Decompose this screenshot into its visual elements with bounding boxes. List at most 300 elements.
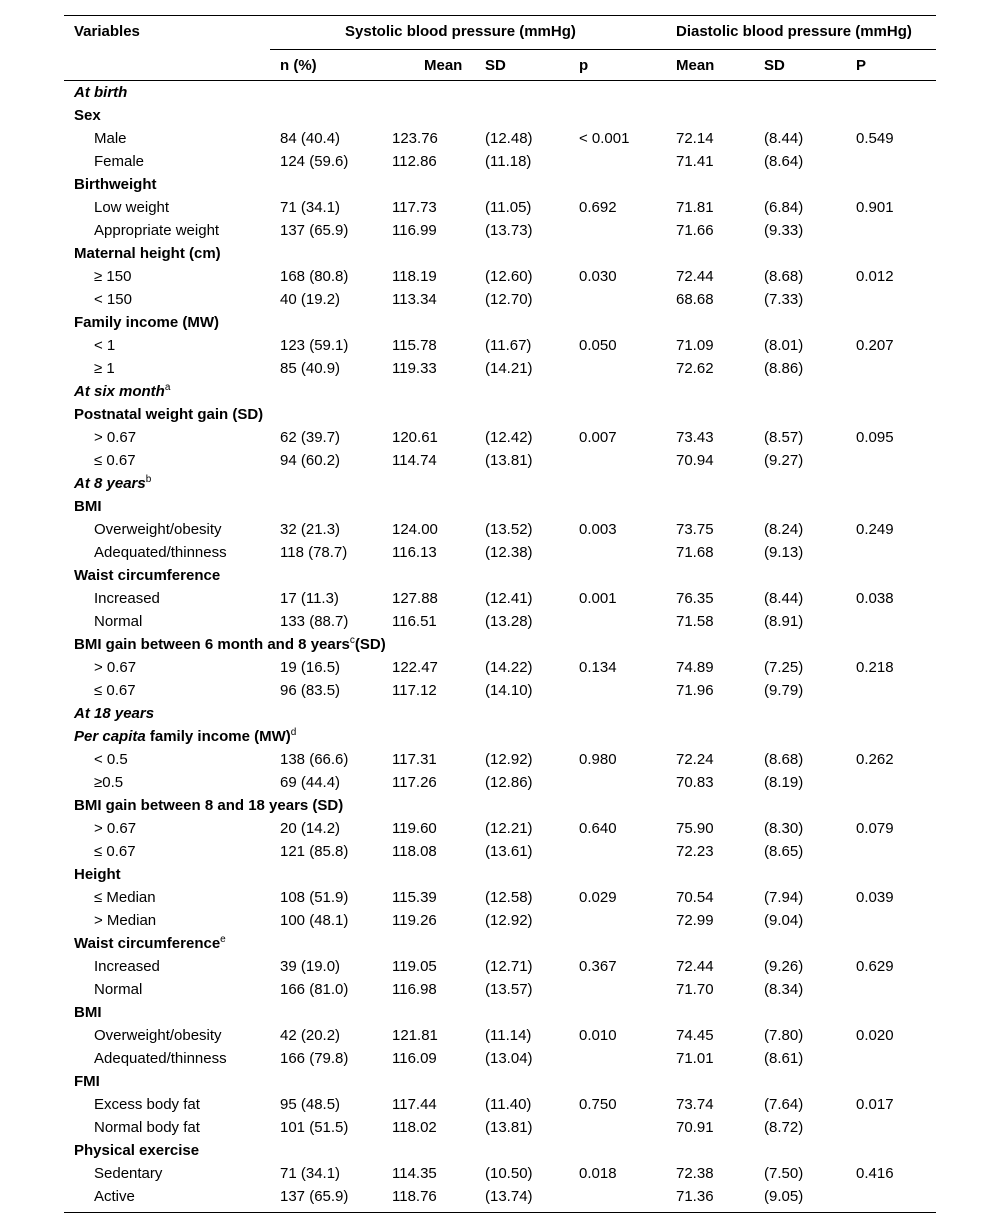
label-text: > 0.67: [94, 659, 137, 676]
label-text: ≥ 150: [94, 268, 132, 285]
cell-diastolic-mean: 71.01: [676, 1050, 714, 1067]
row-label: [94, 886, 156, 909]
cell-systolic-mean: 113.34: [392, 291, 437, 308]
cell-n-pct: 137 (65.9): [280, 222, 349, 239]
cell-n-pct: 101 (51.5): [280, 1119, 349, 1136]
cell-diastolic-sd: (9.79): [764, 682, 804, 699]
cell-systolic-mean: 119.60: [392, 820, 437, 837]
cell-diastolic-sd: (8.34): [764, 981, 804, 998]
cell-systolic-sd: (11.05): [485, 199, 532, 216]
cell-diastolic-mean: 72.99: [676, 912, 714, 929]
col-header-systolic-sd: SD: [485, 57, 506, 74]
cell-systolic-p: 0.750: [579, 1096, 617, 1113]
label-text: family income (MW): [145, 728, 291, 745]
cell-diastolic-sd: (8.68): [764, 751, 804, 768]
cell-systolic-p: < 0.001: [579, 130, 630, 147]
cell-diastolic-sd: (6.84): [764, 199, 804, 216]
cell-n-pct: 168 (80.8): [280, 268, 349, 285]
label-text: At 8 years: [74, 475, 146, 492]
cell-systolic-p: 0.001: [579, 590, 617, 607]
cell-systolic-mean: 117.26: [392, 774, 437, 791]
table-row: [64, 656, 936, 679]
cell-diastolic-p: 0.249: [856, 521, 894, 538]
cell-n-pct: 166 (81.0): [280, 981, 349, 998]
cell-diastolic-mean: 72.38: [676, 1165, 714, 1182]
cell-diastolic-p: 0.038: [856, 590, 894, 607]
cell-systolic-sd: (12.86): [485, 774, 533, 791]
cell-systolic-p: 0.018: [579, 1165, 617, 1182]
table-row: [64, 886, 936, 909]
cell-diastolic-sd: (8.44): [764, 130, 804, 147]
row-label: [94, 426, 136, 449]
cell-n-pct: 138 (66.6): [280, 751, 349, 768]
cell-systolic-sd: (13.81): [485, 1119, 533, 1136]
cell-systolic-p: 0.980: [579, 751, 617, 768]
cell-diastolic-mean: 70.83: [676, 774, 714, 791]
cell-systolic-p: 0.692: [579, 199, 617, 216]
label-text: ≤ Median: [94, 889, 156, 906]
cell-diastolic-sd: (9.26): [764, 958, 804, 975]
label-text: Physical exercise: [74, 1142, 200, 1159]
cell-systolic-mean: 121.81: [392, 1027, 438, 1044]
cell-n-pct: 71 (34.1): [280, 199, 341, 216]
section-label: [74, 81, 127, 104]
table-row: [64, 679, 936, 702]
group-label: [74, 633, 386, 656]
label-tail: (SD): [354, 636, 386, 653]
table-row: [64, 518, 936, 541]
cell-diastolic-sd: (7.80): [764, 1027, 804, 1044]
cell-diastolic-mean: 74.89: [676, 659, 714, 676]
label-italic: Per capita: [74, 728, 146, 745]
cell-diastolic-mean: 70.91: [676, 1119, 714, 1136]
table-row: [64, 127, 936, 150]
label-text: Active: [94, 1188, 135, 1205]
col-header-diastolic-sd: SD: [764, 57, 785, 74]
group-row: [64, 633, 936, 656]
table-row: [64, 1093, 936, 1116]
group-label: [74, 311, 219, 334]
cell-diastolic-sd: (8.19): [764, 774, 804, 791]
cell-diastolic-mean: 71.58: [676, 613, 714, 630]
label-text: Adequated/thinness: [94, 1050, 227, 1067]
label-text: At six month: [74, 383, 165, 400]
cell-diastolic-mean: 72.62: [676, 360, 714, 377]
label-text: < 150: [94, 291, 132, 308]
cell-diastolic-mean: 71.70: [676, 981, 714, 998]
cell-systolic-sd: (12.58): [485, 889, 533, 906]
cell-systolic-sd: (12.92): [485, 751, 533, 768]
group-row: [64, 495, 936, 518]
cell-diastolic-mean: 73.74: [676, 1096, 714, 1113]
group-label: [74, 242, 221, 265]
row-label: [94, 656, 136, 679]
row-label: [94, 449, 136, 472]
group-row: [64, 173, 936, 196]
group-row: [64, 242, 936, 265]
cell-diastolic-p: 0.901: [856, 199, 894, 216]
table-row: [64, 817, 936, 840]
cell-systolic-p: 0.134: [579, 659, 617, 676]
table-row: [64, 955, 936, 978]
col-header-systolic-mean: Mean: [424, 57, 463, 74]
row-label: [94, 1162, 162, 1185]
table-row: [64, 771, 936, 794]
section-row: [64, 81, 936, 104]
table-row: [64, 978, 936, 1001]
cell-systolic-p: 0.030: [579, 268, 617, 285]
cell-n-pct: 32 (21.3): [280, 521, 341, 538]
cell-diastolic-p: 0.207: [856, 337, 894, 354]
label-text: ≥ 1: [94, 360, 115, 377]
cell-n-pct: 62 (39.7): [280, 429, 341, 446]
table-row: [64, 1162, 936, 1185]
cell-systolic-mean: 119.05: [392, 958, 437, 975]
cell-systolic-mean: 118.76: [392, 1188, 437, 1205]
cell-diastolic-sd: (8.01): [764, 337, 804, 354]
cell-n-pct: 124 (59.6): [280, 153, 349, 170]
row-label: [94, 127, 127, 150]
group-label: [74, 564, 220, 587]
cell-systolic-p: 0.050: [579, 337, 617, 354]
row-label: [94, 288, 132, 311]
cell-systolic-mean: 117.31: [392, 751, 437, 768]
cell-diastolic-mean: 73.75: [676, 521, 714, 538]
cell-diastolic-sd: (7.25): [764, 659, 804, 676]
label-text: ≤ 0.67: [94, 452, 136, 469]
col-header-systolic: Systolic blood pressure (mmHg): [345, 23, 576, 40]
label-text: Normal: [94, 613, 143, 630]
label-text: < 0.5: [94, 751, 128, 768]
footnote-marker: c: [349, 635, 355, 646]
cell-systolic-sd: (14.22): [485, 659, 533, 676]
cell-systolic-sd: (13.61): [485, 843, 533, 860]
row-label: [94, 541, 227, 564]
section-label: [74, 702, 154, 725]
table-row: [64, 334, 936, 357]
cell-n-pct: 95 (48.5): [280, 1096, 341, 1113]
label-text: Female: [94, 153, 145, 170]
cell-systolic-mean: 124.00: [392, 521, 438, 538]
group-row: [64, 311, 936, 334]
cell-systolic-sd: (12.48): [485, 130, 533, 147]
cell-systolic-mean: 116.99: [392, 222, 437, 239]
col-header-diastolic-mean: Mean: [676, 57, 715, 74]
cell-systolic-sd: (14.10): [485, 682, 533, 699]
table-row: [64, 610, 936, 633]
cell-systolic-p: 0.029: [579, 889, 617, 906]
row-label: [94, 817, 136, 840]
cell-diastolic-mean: 71.41: [676, 153, 714, 170]
col-header-systolic-p: p: [579, 57, 589, 74]
cell-diastolic-mean: 73.43: [676, 429, 714, 446]
cell-systolic-sd: (13.57): [485, 981, 533, 998]
table-row: [64, 426, 936, 449]
cell-diastolic-sd: (9.04): [764, 912, 804, 929]
cell-systolic-mean: 116.09: [392, 1050, 437, 1067]
row-label: [94, 265, 131, 288]
col-header-variables: Variables: [74, 23, 140, 40]
label-text: Height: [74, 866, 121, 883]
label-text: Increased: [94, 590, 160, 607]
label-text: Adequated/thinness: [94, 544, 227, 561]
table-row: [64, 196, 936, 219]
cell-systolic-sd: (11.67): [485, 337, 532, 354]
cell-diastolic-p: 0.262: [856, 751, 894, 768]
cell-systolic-mean: 119.26: [392, 912, 437, 929]
table-row: [64, 1024, 936, 1047]
cell-systolic-mean: 117.73: [392, 199, 437, 216]
label-text: Low weight: [94, 199, 170, 216]
cell-diastolic-mean: 74.45: [676, 1027, 714, 1044]
cell-n-pct: 19 (16.5): [280, 659, 341, 676]
cell-diastolic-mean: 72.44: [676, 268, 714, 285]
table-row: [64, 587, 936, 610]
group-row: [64, 794, 936, 817]
data-table: [64, 15, 936, 1213]
label-text: Excess body fat: [94, 1096, 200, 1113]
cell-systolic-mean: 117.12: [392, 682, 437, 699]
cell-n-pct: 40 (19.2): [280, 291, 341, 308]
table-row: [64, 357, 936, 380]
label-text: Birthweight: [74, 176, 157, 193]
cell-diastolic-p: 0.012: [856, 268, 894, 285]
cell-diastolic-sd: (8.72): [764, 1119, 804, 1136]
cell-diastolic-sd: (8.61): [764, 1050, 804, 1067]
cell-diastolic-sd: (9.27): [764, 452, 804, 469]
cell-diastolic-mean: 72.14: [676, 130, 714, 147]
cell-diastolic-p: 0.020: [856, 1027, 894, 1044]
cell-n-pct: 84 (40.4): [280, 130, 341, 147]
group-row: [64, 1070, 936, 1093]
row-label: [94, 840, 136, 863]
section-label: [74, 380, 170, 403]
row-label: [94, 196, 169, 219]
cell-systolic-sd: (11.40): [485, 1096, 532, 1113]
group-label: [74, 1001, 102, 1024]
label-text: BMI: [74, 1004, 102, 1021]
cell-systolic-mean: 117.44: [392, 1096, 437, 1113]
cell-diastolic-sd: (8.91): [764, 613, 804, 630]
cell-systolic-mean: 127.88: [392, 590, 438, 607]
row-label: [94, 219, 219, 242]
cell-diastolic-sd: (8.64): [764, 153, 804, 170]
label-text: FMI: [74, 1073, 100, 1090]
cell-systolic-sd: (12.92): [485, 912, 533, 929]
section-row: [64, 380, 936, 403]
cell-systolic-sd: (12.70): [485, 291, 533, 308]
group-label: [74, 725, 296, 748]
label-text: BMI: [74, 498, 102, 515]
label-text: Normal: [94, 981, 143, 998]
row-label: [94, 1116, 200, 1139]
cell-n-pct: 94 (60.2): [280, 452, 341, 469]
cell-diastolic-sd: (8.24): [764, 521, 804, 538]
cell-diastolic-mean: 75.90: [676, 820, 714, 837]
header-subrule: [270, 49, 936, 50]
cell-systolic-sd: (12.38): [485, 544, 533, 561]
label-text: At 18 years: [74, 705, 155, 722]
label-text: Postnatal weight gain (SD): [74, 406, 264, 423]
cell-systolic-mean: 120.61: [392, 429, 438, 446]
cell-systolic-p: 0.003: [579, 521, 617, 538]
label-text: At birth: [74, 84, 128, 101]
cell-n-pct: 100 (48.1): [280, 912, 349, 929]
label-text: ≤ 0.67: [94, 843, 136, 860]
cell-diastolic-mean: 72.44: [676, 958, 714, 975]
cell-systolic-mean: 116.51: [392, 613, 437, 630]
cell-n-pct: 137 (65.9): [280, 1188, 349, 1205]
table-header-row-1: [64, 15, 936, 51]
cell-n-pct: 85 (40.9): [280, 360, 341, 377]
cell-n-pct: 118 (78.7): [280, 544, 348, 561]
cell-systolic-sd: (12.41): [485, 590, 533, 607]
cell-systolic-sd: (10.50): [485, 1165, 533, 1182]
cell-n-pct: 123 (59.1): [280, 337, 349, 354]
label-text: > 0.67: [94, 429, 137, 446]
group-label: [74, 863, 121, 886]
cell-n-pct: 39 (19.0): [280, 958, 341, 975]
section-label: [74, 472, 151, 495]
footnote-marker: d: [290, 727, 297, 738]
group-row: [64, 863, 936, 886]
col-header-diastolic: Diastolic blood pressure (mmHg): [676, 23, 912, 40]
label-text: < 1: [94, 337, 116, 354]
section-row: [64, 702, 936, 725]
col-header-n-pct: n (%): [280, 57, 317, 74]
table-row: [64, 449, 936, 472]
group-row: [64, 1139, 936, 1162]
cell-diastolic-sd: (9.33): [764, 222, 804, 239]
cell-diastolic-mean: 71.09: [676, 337, 714, 354]
cell-n-pct: 108 (51.9): [280, 889, 349, 906]
cell-n-pct: 71 (34.1): [280, 1165, 341, 1182]
cell-diastolic-p: 0.017: [856, 1096, 894, 1113]
label-text: Increased: [94, 958, 160, 975]
group-label: [74, 104, 101, 127]
group-label: [74, 173, 157, 196]
label-text: Overweight/obesity: [94, 521, 222, 538]
row-label: [94, 909, 156, 932]
label-text: Sex: [74, 107, 101, 124]
cell-systolic-sd: (11.14): [485, 1027, 532, 1044]
cell-systolic-sd: (13.74): [485, 1188, 533, 1205]
cell-systolic-p: 0.640: [579, 820, 617, 837]
group-label: [74, 794, 343, 817]
cell-diastolic-sd: (8.30): [764, 820, 804, 837]
table-row: [64, 840, 936, 863]
cell-n-pct: 121 (85.8): [280, 843, 349, 860]
table-row: [64, 909, 936, 932]
cell-diastolic-p: 0.218: [856, 659, 894, 676]
group-row: [64, 1001, 936, 1024]
cell-diastolic-p: 0.416: [856, 1165, 894, 1182]
row-label: [94, 610, 142, 633]
cell-systolic-mean: 122.47: [392, 659, 438, 676]
col-header-diastolic-p: P: [856, 57, 867, 74]
group-row: [64, 932, 936, 955]
table-row: [64, 288, 936, 311]
label-text: Overweight/obesity: [94, 1027, 222, 1044]
label-text: > 0.67: [94, 820, 137, 837]
row-label: [94, 679, 136, 702]
cell-n-pct: 166 (79.8): [280, 1050, 349, 1067]
label-text: ≤ 0.67: [94, 682, 136, 699]
section-row: [64, 472, 936, 495]
table-row: [64, 1116, 936, 1139]
cell-systolic-sd: (13.73): [485, 222, 533, 239]
table-header-row-2: [64, 51, 936, 81]
cell-systolic-p: 0.007: [579, 429, 617, 446]
group-row: [64, 725, 936, 748]
row-label: [94, 587, 160, 610]
row-label: [94, 1024, 222, 1047]
cell-systolic-mean: 115.78: [392, 337, 437, 354]
row-label: [94, 150, 144, 173]
table-body: [64, 81, 936, 1213]
label-text: Maternal height (cm): [74, 245, 221, 262]
cell-systolic-mean: 112.86: [392, 153, 437, 170]
cell-diastolic-sd: (8.86): [764, 360, 804, 377]
row-label: [94, 334, 115, 357]
cell-diastolic-mean: 68.68: [676, 291, 714, 308]
cell-systolic-mean: 116.13: [392, 544, 437, 561]
cell-diastolic-sd: (8.44): [764, 590, 804, 607]
footnote-marker: e: [220, 934, 226, 945]
cell-diastolic-sd: (7.50): [764, 1165, 804, 1182]
cell-systolic-mean: 115.39: [392, 889, 437, 906]
cell-n-pct: 20 (14.2): [280, 820, 341, 837]
cell-systolic-sd: (12.21): [485, 820, 533, 837]
cell-systolic-p: 0.367: [579, 958, 617, 975]
cell-diastolic-sd: (8.65): [764, 843, 804, 860]
cell-diastolic-sd: (8.57): [764, 429, 804, 446]
group-row: [64, 564, 936, 587]
group-label: [74, 932, 226, 955]
row-label: [94, 1047, 227, 1070]
cell-systolic-mean: 123.76: [392, 130, 438, 147]
cell-diastolic-p: 0.549: [856, 130, 894, 147]
label-text: Male: [94, 130, 127, 147]
row-label: [94, 357, 115, 380]
label-text: Normal body fat: [94, 1119, 200, 1136]
table-row: [64, 265, 936, 288]
cell-systolic-sd: (12.60): [485, 268, 533, 285]
table-row: [64, 1047, 936, 1070]
label-text: Waist circumference: [74, 567, 221, 584]
cell-n-pct: 96 (83.5): [280, 682, 341, 699]
row-label: [94, 955, 160, 978]
cell-systolic-p: 0.010: [579, 1027, 617, 1044]
group-label: [74, 1139, 199, 1162]
group-row: [64, 403, 936, 426]
footnote-marker: a: [164, 382, 171, 393]
group-label: [74, 495, 102, 518]
table-row: [64, 150, 936, 173]
row-label: [94, 1185, 135, 1208]
label-text: ≥0.5: [94, 774, 124, 791]
cell-systolic-sd: (13.52): [485, 521, 533, 538]
cell-diastolic-sd: (9.13): [764, 544, 804, 561]
label-text: Waist circumference: [74, 935, 221, 952]
cell-systolic-sd: (12.71): [485, 958, 533, 975]
cell-diastolic-p: 0.629: [856, 958, 894, 975]
row-label: [94, 748, 128, 771]
cell-diastolic-mean: 71.36: [676, 1188, 714, 1205]
cell-systolic-mean: 119.33: [392, 360, 437, 377]
cell-systolic-mean: 118.02: [392, 1119, 437, 1136]
row-label: [94, 771, 123, 794]
